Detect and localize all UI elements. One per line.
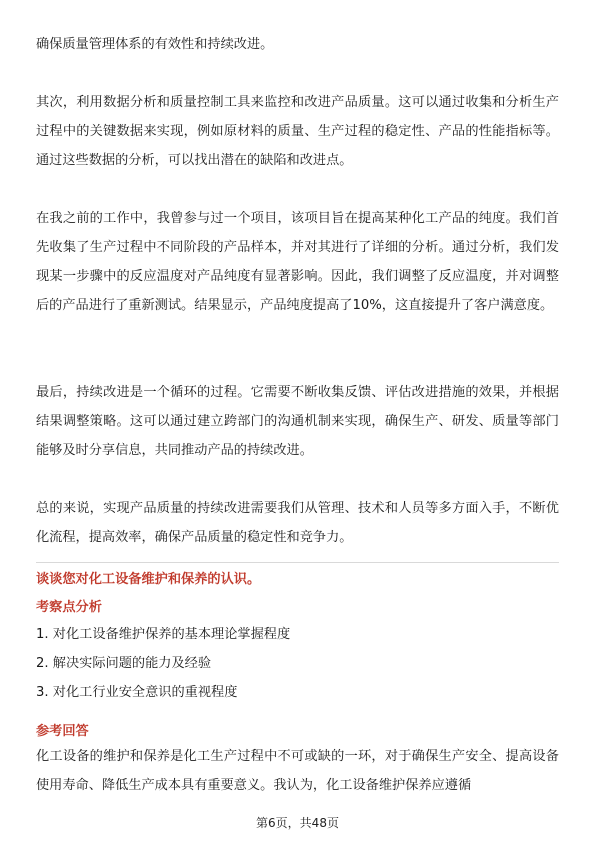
analysis-item: 1. 对化工设备维护保养的基本理论掌握程度	[36, 627, 291, 642]
paragraph-continuous-improvement: 最后，持续改进是一个循环的过程。它需要不断收集反馈、评估改进措施的效果，并根据结果调整策略。这可以通过建立跨部门的沟通机制来实现，确保生产、研发、质量等部门能够及时分享信息，共同推动产品的持续改进。	[36, 385, 559, 458]
question-heading: 谈谈您对化工设备维护和保养的认识。	[36, 572, 261, 587]
analysis-item: 2. 解决实际问题的能力及经验	[36, 656, 212, 671]
divider-line	[36, 562, 559, 563]
analysis-item: 3. 对化工行业安全意识的重视程度	[36, 685, 238, 700]
page-number-footer: 第6页，共48页	[256, 816, 339, 830]
paragraph-project-example: 在我之前的工作中，我曾参与过一个项目，该项目旨在提高某种化工产品的纯度。我们首先收集了生产过程中不同阶段的产品样本，并对其进行了详细的分析。通过分析，我们发现某一步骤中的反应温度对产品纯度有显著影响。因此，我们调整了反应温度，并对调整后的产品进行了重新测试。结果显示，产品纯度提高了10%，这直接提升了客户满意度。	[36, 211, 559, 313]
analysis-heading: 考察点分析	[36, 600, 102, 615]
paragraph-data-analysis: 其次，利用数据分析和质量控制工具来监控和改进产品质量。这可以通过收集和分析生产过程中的关键数据来实现，例如原材料的质量、生产过程的稳定性、产品的性能指标等。通过这些数据的分析，可以找出潜在的缺陷和改进点。	[36, 95, 559, 168]
paragraph-summary: 总的来说，实现产品质量的持续改进需要我们从管理、技术和人员等多方面入手，不断优化流程，提高效率，确保产品质量的稳定性和竞争力。	[36, 501, 559, 545]
reference-answer-text: 化工设备的维护和保养是化工生产过程中不可或缺的一环，对于确保生产安全、提高设备使用寿命、降低生产成本具有重要意义。我认为，化工设备维护保养应遵循	[36, 749, 559, 793]
paragraph-quality-system: 确保质量管理体系的有效性和持续改进。	[36, 37, 274, 52]
reference-heading: 参考回答	[36, 724, 89, 739]
analysis-list	[36, 620, 290, 707]
